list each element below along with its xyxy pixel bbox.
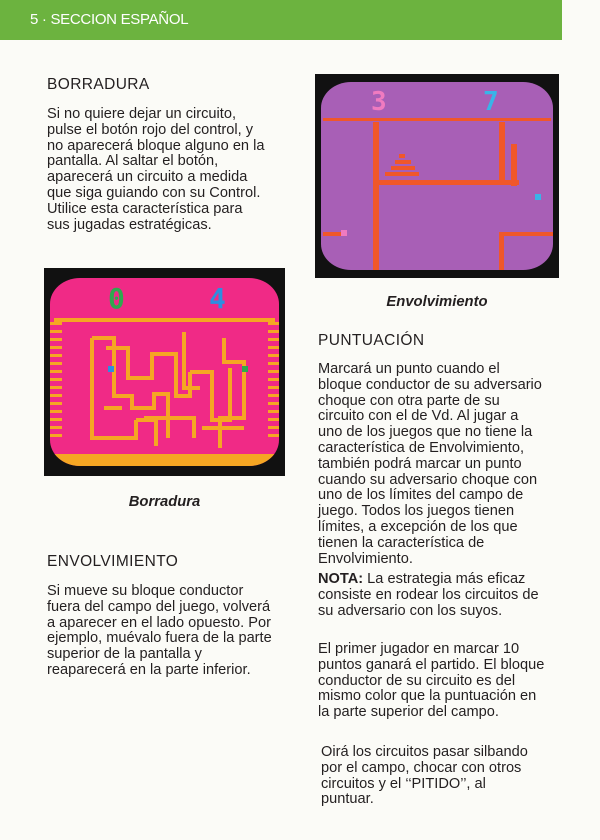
sonido-text: Oirá los circuitos pasar silbando por el campo, chocar con otros circuitos y el ‘‘PITIDO’’, al puntuar. [321, 744, 528, 808]
borradura-heading: BORRADURA [47, 76, 150, 93]
envolvimiento-heading: ENVOLVIMIENTO [47, 553, 179, 570]
envolvimiento-caption: Envolvimiento [386, 294, 488, 310]
envolvimiento-score-right: 7 [483, 87, 499, 117]
puntuacion-text: Marcará un punto cuando el bloque conductor de su adversario choque con otra parte de su circuito con el de Vd. Al jugar a uno de los juegos que no tiene la característica de Envolvimiento, también podrá marcar un punto cuando su adversario choque con uno de los límites del campo de juego. Todos los juegos tienen límites, a excepción de los que tienen la característica de Envolvimiento. [318, 361, 542, 567]
borradura-text: Si no quiere dejar un circuito, pulse el botón rojo del control, y no aparecerá bloque alguno en la pantalla. Al saltar el botón, aparecerá un circuito a medida que siga guiando con su Control. Utilice esta característica para sus jugadas estratégicas. [47, 106, 265, 233]
ganar-text: El primer jugador en marcar 10 puntos ganará el partido. El bloque conductor de su circuito es del mismo color que la puntuación en la parte superior del campo. [318, 641, 545, 721]
envolvimiento-score-left: 3 [371, 87, 387, 117]
borradura-score-right: 4 [209, 282, 226, 315]
section-banner [0, 0, 562, 40]
borradura-score-left: 0 [108, 282, 125, 315]
borradura-caption: Borradura [128, 494, 201, 510]
nota-paragraph [318, 572, 539, 619]
nota-text: La estrategia más eficaz consiste en rodear los circuitos de su adversario con los suyos. [318, 571, 539, 619]
section-title: 5 · SECCION ESPAÑOL [30, 11, 189, 28]
envolvimiento-text: Si mueve su bloque conductor fuera del campo del juego, volverá a aparecer en el lado opuesto. Por ejemplo, muévalo fuera de la parte superior de la pantalla y reaparecerá en la parte inferior. [47, 583, 272, 678]
envolvimiento-screenshot [315, 74, 559, 278]
borradura-screenshot [44, 268, 285, 476]
nota-label: NOTA: [318, 571, 364, 587]
puntuacion-heading: PUNTUACIÓN [318, 332, 425, 349]
